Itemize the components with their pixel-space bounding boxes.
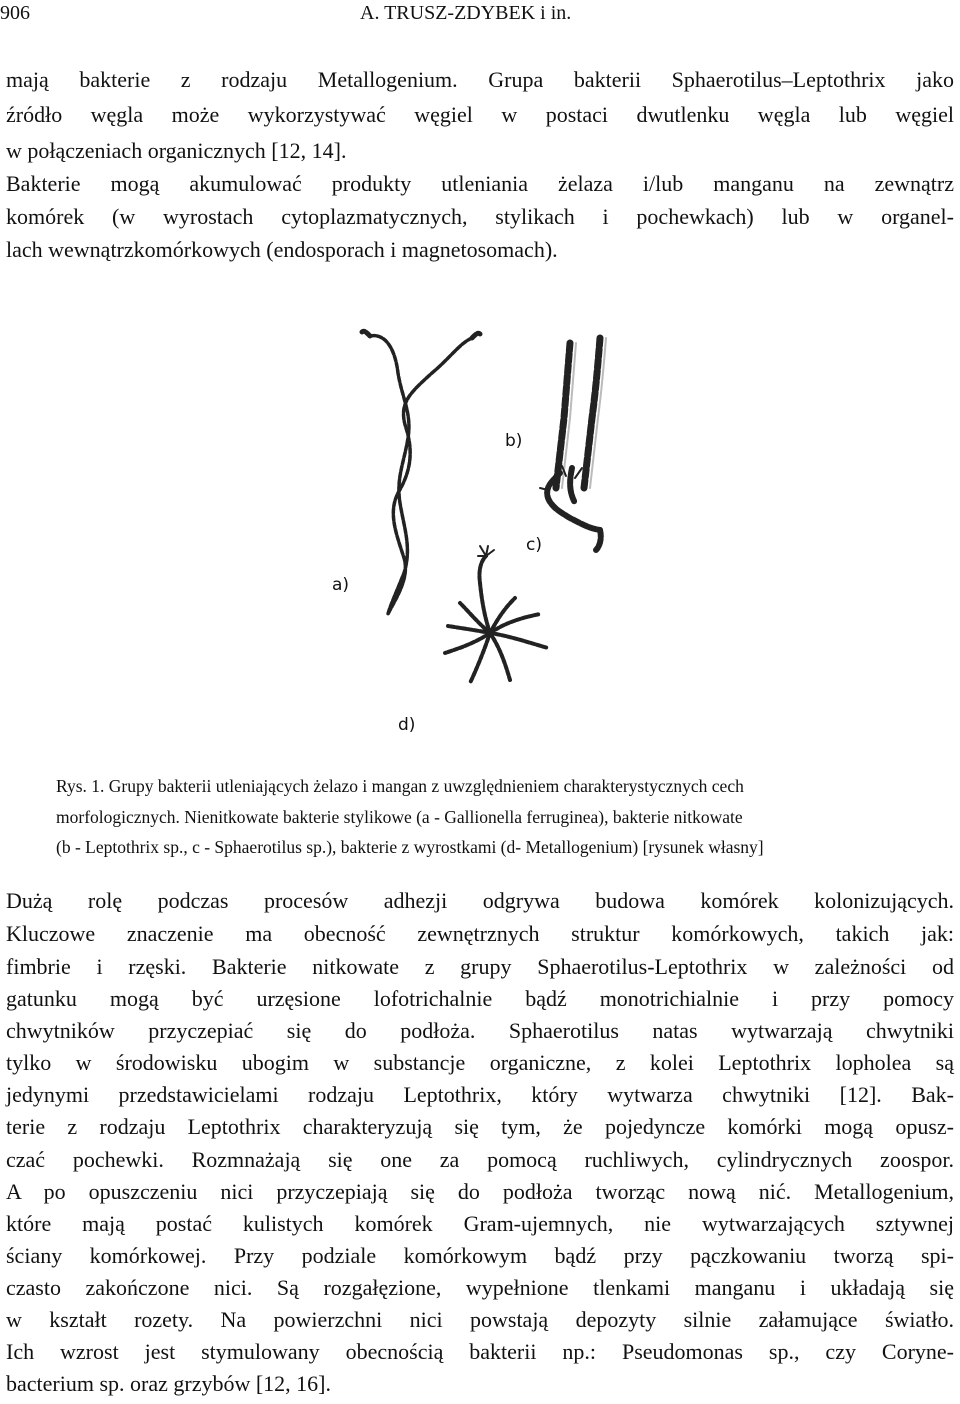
figure-label-c: c) [526,535,542,555]
text-line: komórek (w wyrostach cytoplazmatycznych, stylikach i pochewkach) lub w organel- [6,204,954,229]
caption-line: (b - Leptothrix sp., c - Sphaerotilus sp.), bakterie z wyrostkami (d- Metallogenium) [rysunek własny] [56,837,764,857]
text-line: ściany komórkowej. Przy podziale komórkowym bądź przy pączkowaniu tworzą spi- [6,1243,954,1268]
text-line: fimbrie i rzęski. Bakterie nitkowate z grupy Sphaerotilus-Leptothrix w zależności od [6,954,954,979]
leptothrix-sheath-drawing [556,338,606,488]
text-line: A po opuszczeniu nici przyczepiają się do podłoża tworząc nową nić. Metallogenium, [6,1179,954,1204]
text-line: czać pochewki. Rozmnażają się one za pomocą ruchliwych, cylindrycznych zoospor. [6,1147,954,1172]
caption-line: morfologicznych. Nienitkowate bakterie stylikowe (a - Gallionella ferruginea), bakterie nitkowate [56,807,743,827]
text-line: jedynymi przedstawicielami rodzaju Leptothrix, który wytwarza chwytniki [12]. Bak- [6,1082,954,1107]
text-line: Dużą rolę podczas procesów adhezji odgrywa budowa komórek kolonizujących. [6,888,954,913]
bacteria-figure [300,318,660,748]
caption-line: Rys. 1. Grupy bakterii utleniających żelazo i mangan z uwzględnieniem charakterystycznych cech [56,776,744,796]
text-line: lach wewnątrzkomórkowych (endosporach i magnetosomach). [6,237,558,262]
text-line: Bakterie mogą akumulować produkty utleniania żelaza i/lub manganu na zewnątrz [6,171,954,196]
text-line: tylko w środowisku ubogim w substancje organiczne, z kolei Leptothrix lopholea są [6,1050,954,1075]
gallionella-stalk-drawing [362,331,480,614]
figure-label-d: d) [398,715,416,735]
figure-label-a: a) [332,575,350,595]
text-line: źródło węgla może wykorzystywać węgiel w postaci dwutlenku węgla lub węgiel [6,102,954,127]
page-number: 906 [0,2,30,24]
text-line: gatunku mogą być urzęsione lofotrichalnie bądź monotrichialnie i przy pomocy [6,986,954,1011]
text-line: czasto zakończone nici. Są rozgałęzione, wypełnione tlenkami manganu i układają się [6,1275,954,1300]
text-line: Kluczowe znaczenie ma obecność zewnętrznych struktur komórkowych, takich jak: [6,921,954,946]
text-line: terie z rodzaju Leptothrix charakteryzują się tym, że pojedyncze komórki mogą opusz- [6,1114,954,1139]
running-title: A. TRUSZ-ZDYBEK i in. [360,2,572,24]
metallogenium-rosette-drawing [445,546,548,683]
text-line: chwytników przyczepiać się do podłoża. Sphaerotilus natas wytwarzają chwytniki [6,1018,954,1043]
text-line: Ich wzrost jest stymulowany obecnością bakterii np.: Pseudomonas sp., czy Coryne- [6,1339,954,1364]
text-line: mają bakterie z rodzaju Metallogenium. Grupa bakterii Sphaerotilus–Leptothrix jako [6,67,954,92]
text-line: które mają postać kulistych komórek Gram-ujemnych, nie wytwarzających sztywnej [6,1211,954,1236]
text-line: w połączeniach organicznych [12, 14]. [6,138,347,163]
text-line: w kształt rozety. Na powierzchni nici powstają depozyty silnie załamujące światło. [6,1307,954,1332]
figure-label-b: b) [505,431,523,451]
text-line: bacterium sp. oraz grzybów [12, 16]. [6,1371,332,1396]
